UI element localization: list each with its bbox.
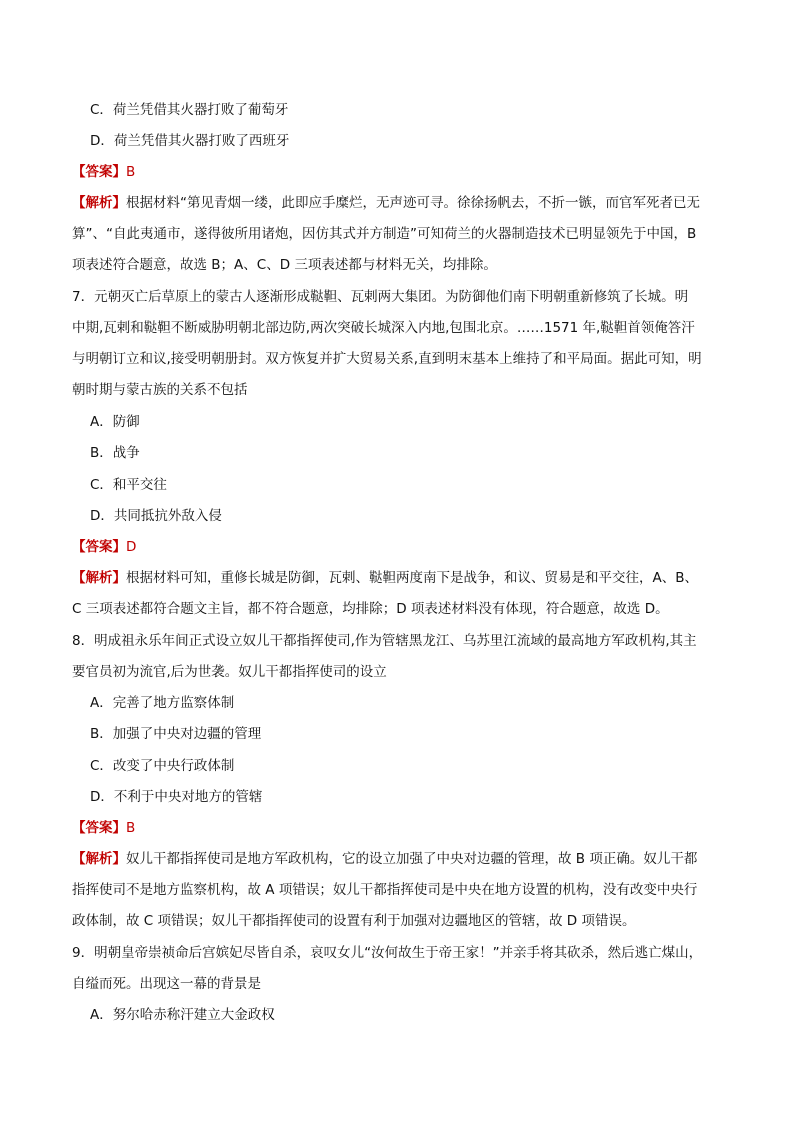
q8-option-b: B．加强了中央对边疆的管理 (90, 726, 262, 742)
q8-answer (72, 818, 135, 838)
q6-analysis-line-3: 项表述符合题意，故选 B；A、C、D 三项表述都与材料无关，均排除。 (72, 257, 497, 273)
q9-stem-line-2: 自缢而死。出现这一幕的背景是 (72, 976, 261, 992)
q8-analysis-line-2: 指挥使司不是地方监察机构，故 A 项错误；奴儿干都指挥使司是中央在地方设置的机构，没有改变中央行 (72, 882, 698, 898)
q6-option-d: D．荷兰凭借其火器打败了西班牙 (90, 133, 290, 149)
q6-analysis-line-2: 算”、“自此夷通市，遂得彼所用诸炮，因仿其式并方制造”可知荷兰的火器制造技术已明显领先于中国，B (72, 226, 697, 242)
q7-analysis-line-2: C 三项表述都符合题文主旨，都不符合题意，均排除；D 项表述材料没有体现，符合题意，故选 D。 (72, 601, 669, 617)
q9-option-a: A．努尔哈赤称汗建立大金政权 (90, 1007, 275, 1023)
q7-stem-line-2: 中期,瓦剌和鞑靼不断威胁明朝北部边防,两次突破长城深入内地,包围北京。……1571 年,鞑靼首领俺答汗 (72, 320, 695, 336)
q8-option-d: D．不利于中央对地方的管辖 (90, 789, 263, 805)
q6-analysis-line-1 (72, 193, 700, 213)
analysis-label: 【解析】 (72, 570, 126, 586)
answer-value: D (126, 539, 137, 555)
q7-option-d: D．共同抵抗外敌入侵 (90, 508, 222, 524)
analysis-text: 奴儿干都指挥使司是地方军政机构，它的设立加强了中央对边疆的管理，故 B 项正确。奴儿干都 (126, 851, 698, 867)
analysis-text: 根据材料可知，重修长城是防御，瓦剌、鞑靼两度南下是战争，和议、贸易是和平交往，A、B、 (126, 570, 698, 586)
q8-analysis-line-1 (72, 849, 697, 869)
answer-value: B (126, 164, 136, 180)
q8-analysis-line-3: 政体制，故 C 项错误；奴儿干都指挥使司的设置有利于加强对边疆地区的管辖，故 D 项错误。 (72, 913, 636, 929)
answer-label: 【答案】 (72, 539, 126, 555)
q7-stem-line-3: 与明朝订立和议,接受明朝册封。双方恢复并扩大贸易关系,直到明末基本上维持了和平局面。据此可知，明 (72, 351, 702, 367)
q7-analysis-line-1 (72, 568, 698, 588)
q8-option-a: A．完善了地方监察体制 (90, 695, 235, 711)
q7-option-a: A．防御 (90, 414, 140, 430)
q6-option-c: C．荷兰凭借其火器打败了葡萄牙 (90, 102, 289, 118)
answer-value: B (126, 820, 136, 836)
q7-stem-line-1: 7．元朝灭亡后草原上的蒙古人逐渐形成鞑靼、瓦剌两大集团。为防御他们南下明朝重新修筑了长城。明 (72, 289, 689, 305)
q7-option-c: C．和平交往 (90, 477, 167, 493)
q7-option-b: B．战争 (90, 445, 140, 461)
analysis-label: 【解析】 (72, 851, 126, 867)
q8-stem-line-1: 8．明成祖永乐年间正式设立奴儿干都指挥使司,作为管辖黑龙江、乌苏里江流域的最高地方军政机构,其主 (72, 633, 697, 649)
q8-stem-line-2: 要官员初为流官,后为世袭。奴儿干都指挥使司的设立 (72, 664, 387, 680)
answer-label: 【答案】 (72, 164, 126, 180)
q6-answer (72, 162, 135, 182)
q7-answer (72, 537, 136, 557)
q8-option-c: C．改变了中央行政体制 (90, 758, 235, 774)
analysis-label: 【解析】 (72, 195, 126, 211)
q9-stem-line-1: 9．明朝皇帝崇祯命后宫嫔妃尽皆自杀，哀叹女儿“汝何故生于帝王家！”并亲手将其砍杀，然后逃亡煤山， (72, 945, 703, 961)
answer-label: 【答案】 (72, 820, 126, 836)
analysis-text: 根据材料“第见青烟一缕，此即应手糜烂，无声迹可寻。徐徐扬帆去，不折一镞，而官军死者已无 (126, 195, 700, 211)
q7-stem-line-4: 朝时期与蒙古族的关系不包括 (72, 382, 248, 398)
